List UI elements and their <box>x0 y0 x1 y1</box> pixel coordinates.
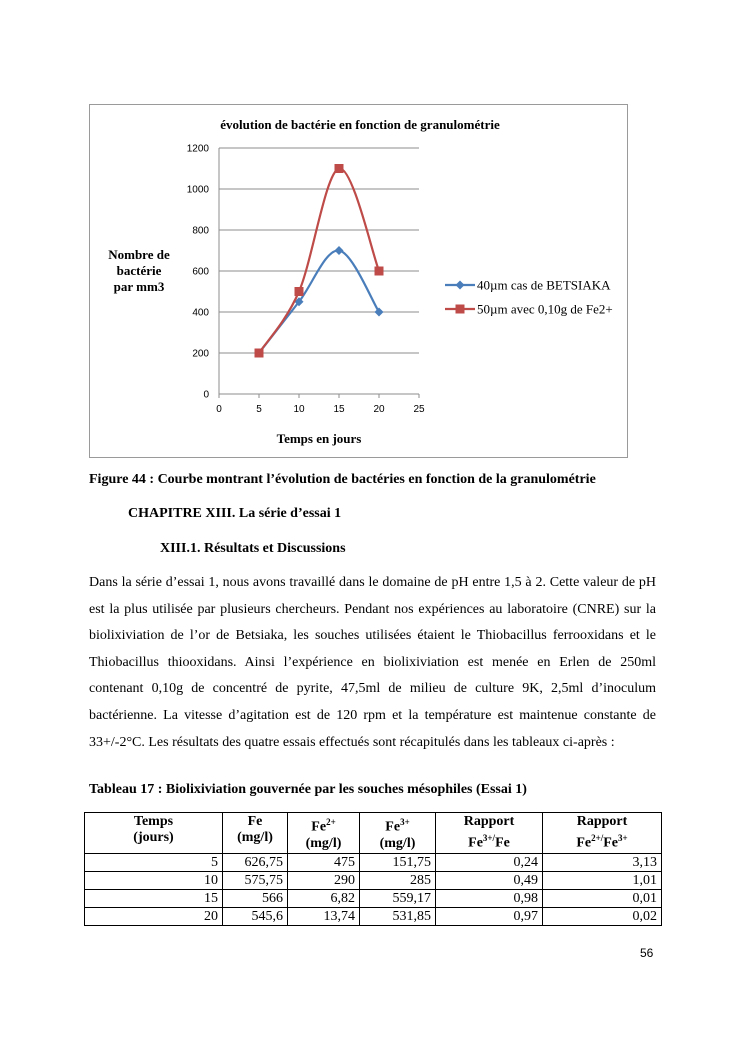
table-cell: 559,17 <box>360 889 436 907</box>
table-cell: 285 <box>360 871 436 889</box>
chart-figure <box>89 104 628 458</box>
x-tick-label: 15 <box>333 404 345 415</box>
header-rapport-fe3-fe: Rapport $Fe^{3+/}Fe$ <box>436 813 543 854</box>
table-cell: 20 <box>85 907 223 925</box>
y-axis-label: par mm3 <box>113 279 165 294</box>
y-axis-label: Nombre de <box>108 247 170 262</box>
header-temps: Temps (jours) <box>85 813 223 854</box>
legend-marker-2 <box>456 305 465 314</box>
table-header-row <box>85 813 662 854</box>
table-cell: 290 <box>288 871 360 889</box>
y-tick-label: 400 <box>192 307 209 319</box>
table-cell: 151,75 <box>360 853 436 871</box>
y-tick-label: 1000 <box>186 184 209 196</box>
results-table <box>84 812 662 926</box>
table-cell: 13,74 <box>288 907 360 925</box>
table-cell: 1,01 <box>543 871 662 889</box>
table-cell: 15 <box>85 889 223 907</box>
table-cell: 545,6 <box>223 907 288 925</box>
header-fe3: $Fe^{3+}$ (mg/l) <box>360 813 436 854</box>
chart-title: évolution de bactérie en fonction de granulométrie <box>220 117 500 132</box>
table-cell: 0,49 <box>436 871 543 889</box>
data-point-series-2 <box>255 349 264 358</box>
y-tick-label: 0 <box>203 389 209 401</box>
chapter-title: CHAPITRE XIII. La série d’essai 1 <box>128 506 342 521</box>
y-tick-label: 600 <box>192 266 209 278</box>
legend-marker-1 <box>456 281 465 290</box>
y-axis-label: bactérie <box>116 263 162 278</box>
chart-canvas <box>90 105 629 459</box>
data-point-series-1 <box>375 308 384 317</box>
table-cell: 10 <box>85 871 223 889</box>
data-point-series-2 <box>295 287 304 296</box>
table-cell: 0,24 <box>436 853 543 871</box>
table-cell: 0,01 <box>543 889 662 907</box>
x-tick-label: 10 <box>293 404 305 415</box>
page-number: 56 <box>640 946 654 960</box>
series-line-1 <box>259 250 379 353</box>
data-point-series-1 <box>335 246 344 255</box>
table-row <box>85 871 662 889</box>
x-tick-label: 25 <box>413 404 425 415</box>
table-cell: 5 <box>85 853 223 871</box>
table-row <box>85 853 662 871</box>
series-line-2 <box>259 168 379 353</box>
table-row <box>85 889 662 907</box>
table-cell: 0,98 <box>436 889 543 907</box>
y-tick-label: 200 <box>192 348 209 360</box>
data-point-series-2 <box>375 267 384 276</box>
section-title: XIII.1. Résultats et Discussions <box>160 541 346 556</box>
legend-label-1: 40µm cas de BETSIAKA <box>477 277 611 293</box>
header-fe2: $Fe^{2+}$ (mg/l) <box>288 813 360 854</box>
figure-caption: Figure 44 : Courbe montrant l’évolution de bactéries en fonction de la granulométrie <box>89 472 596 487</box>
x-tick-label: 20 <box>373 404 385 415</box>
table-cell: 6,82 <box>288 889 360 907</box>
header-rapport-fe2-fe3: Rapport $Fe^{2+/}Fe^{3+}$ <box>543 813 662 854</box>
y-tick-label: 800 <box>192 225 209 237</box>
table-cell: 0,02 <box>543 907 662 925</box>
table-cell: 626,75 <box>223 853 288 871</box>
y-tick-label: 1200 <box>186 143 209 155</box>
table-cell: 566 <box>223 889 288 907</box>
x-tick-label: 5 <box>256 404 262 415</box>
body-paragraph: Dans la série d’essai 1, nous avons travaillé dans le domaine de pH entre 1,5 à 2. Cette valeur de pH est la plus utilisée par plusieurs chercheurs. Pendant nos expériences au laboratoire (CNRE) sur la biolixiviation de l’or de Betsiaka, les souches utilisées étaient le Thiobacillus ferrooxidans et le Thiobacillus thiooxidans. Ainsi l’expérience en biolixiviation est menée en Erlen de 250ml contenant 0,10g de concentré de pyrite, 47,5ml de milieu de culture 9K, 2,5ml d’inoculum bactérienne. La vitesse d’agitation est de 120 rpm et la température est maintenue constante de 33+/-2°C. Les résultats des quatre essais effectués sont récapitulés dans les tableaux ci-après : <box>89 575 656 750</box>
x-axis-label: Temps en jours <box>276 431 362 446</box>
table-cell: 0,97 <box>436 907 543 925</box>
table-cell: 531,85 <box>360 907 436 925</box>
data-point-series-2 <box>335 164 344 173</box>
table-cell: 475 <box>288 853 360 871</box>
legend-label-2: 50µm avec 0,10g de Fe2+ <box>477 301 613 317</box>
table-cell: 575,75 <box>223 871 288 889</box>
table-cell: 3,13 <box>543 853 662 871</box>
x-tick-label: 0 <box>216 404 222 415</box>
table-caption: Tableau 17 : Biolixiviation gouvernée par les souches mésophiles (Essai 1) <box>89 782 527 797</box>
header-fe: Fe (mg/l) <box>223 813 288 854</box>
table-row <box>85 907 662 925</box>
